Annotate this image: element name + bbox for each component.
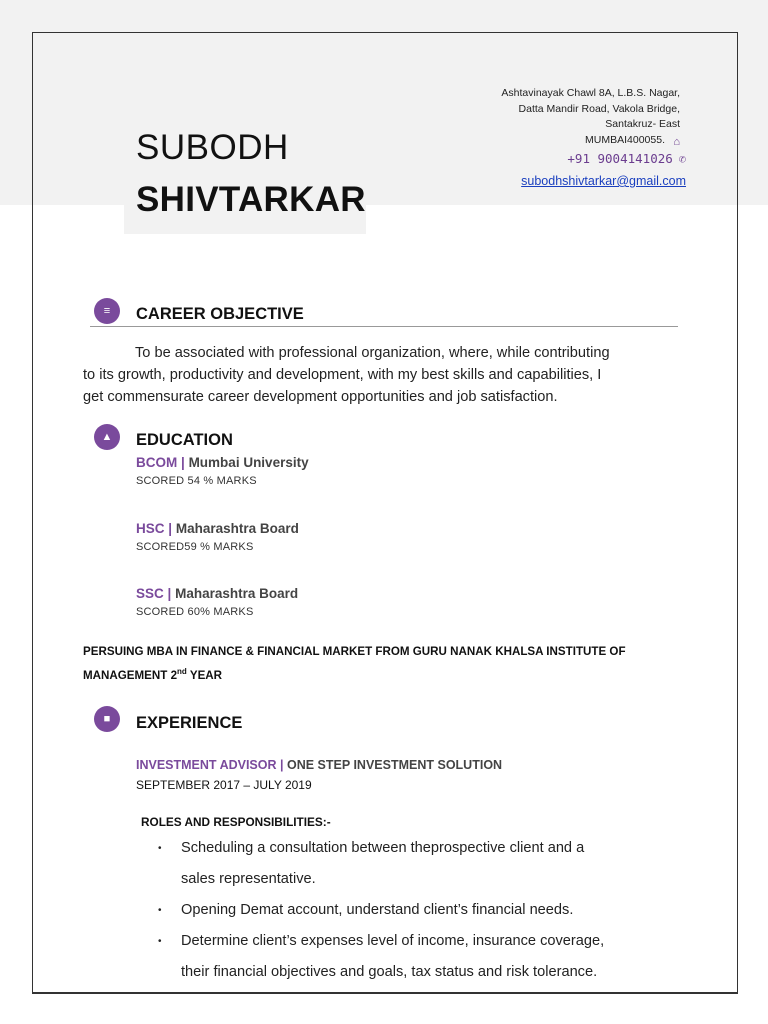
- phone-icon: ✆: [678, 152, 686, 166]
- home-icon: ⌂: [673, 135, 680, 148]
- graduation-cap-icon: ▲: [94, 424, 120, 450]
- section-divider: [90, 326, 678, 327]
- section-title-career-objective: CAREER OBJECTIVE: [136, 305, 304, 323]
- briefcase-icon: ■: [94, 706, 120, 732]
- education-entry-hsc: HSC | Maharashtra Board: [136, 521, 299, 536]
- roles-heading: ROLES AND RESPONSIBILITIES:-: [141, 815, 331, 829]
- education-score: SCORED 54 % MARKS: [136, 475, 257, 487]
- education-score: SCORED 60% MARKS: [136, 606, 254, 618]
- phone-number: +91 9004141026 ✆: [567, 151, 686, 166]
- address-line: Ashtavinayak Chawl 8A, L.B.S. Nagar,: [501, 87, 680, 99]
- address-line: Santakruz- East: [605, 118, 680, 130]
- last-name: SHIVTARKAR: [136, 180, 366, 219]
- section-title-education: EDUCATION: [136, 431, 233, 449]
- list-item: • Opening Demat account, understand client’s financial needs.: [158, 895, 668, 926]
- education-entry-ssc: SSC | Maharashtra Board: [136, 586, 299, 601]
- first-name: SUBODH: [136, 128, 289, 167]
- list-item: sales representative.: [181, 871, 316, 887]
- address-block: [460, 86, 680, 148]
- mba-statement: PERSUING MBA IN FINANCE & FINANCIAL MARKET FROM GURU NANAK KHALSA INSTITUTE OF MANAGEMENT 2nd YEAR: [83, 645, 626, 682]
- career-objective-text: To be associated with professional organization, where, while contributing to its growth, productivity and development, with my best skills and capabilities, I get commensurate career development opportunities and job satisfaction.: [83, 345, 610, 405]
- email-link[interactable]: subodhshivtarkar@gmail.com: [521, 174, 686, 188]
- experience-role: INVESTMENT ADVISOR | ONE STEP INVESTMENT SOLUTION: [136, 758, 503, 772]
- education-score: SCORED59 % MARKS: [136, 541, 254, 553]
- bullet-icon: •: [158, 843, 162, 854]
- address-line: Datta Mandir Road, Vakola Bridge,: [518, 102, 680, 115]
- bullet-icon: •: [158, 905, 162, 916]
- address-line: MUMBAI400055. ⌂: [585, 133, 680, 148]
- experience-dates: SEPTEMBER 2017 – JULY 2019: [136, 778, 312, 792]
- bullet-icon: •: [158, 936, 162, 947]
- section-title-experience: EXPERIENCE: [136, 714, 243, 732]
- list-item: their financial objectives and goals, tax status and risk tolerance.: [181, 964, 598, 980]
- list-item: • Determine client’s expenses level of income, insurance coverage,: [158, 926, 668, 957]
- list-icon: ≡: [94, 298, 120, 324]
- responsibilities-list: [158, 833, 668, 988]
- education-entry-bcom: BCOM | Mumbai University: [136, 455, 309, 470]
- list-item: • Scheduling a consultation between theprospective client and a: [158, 833, 668, 864]
